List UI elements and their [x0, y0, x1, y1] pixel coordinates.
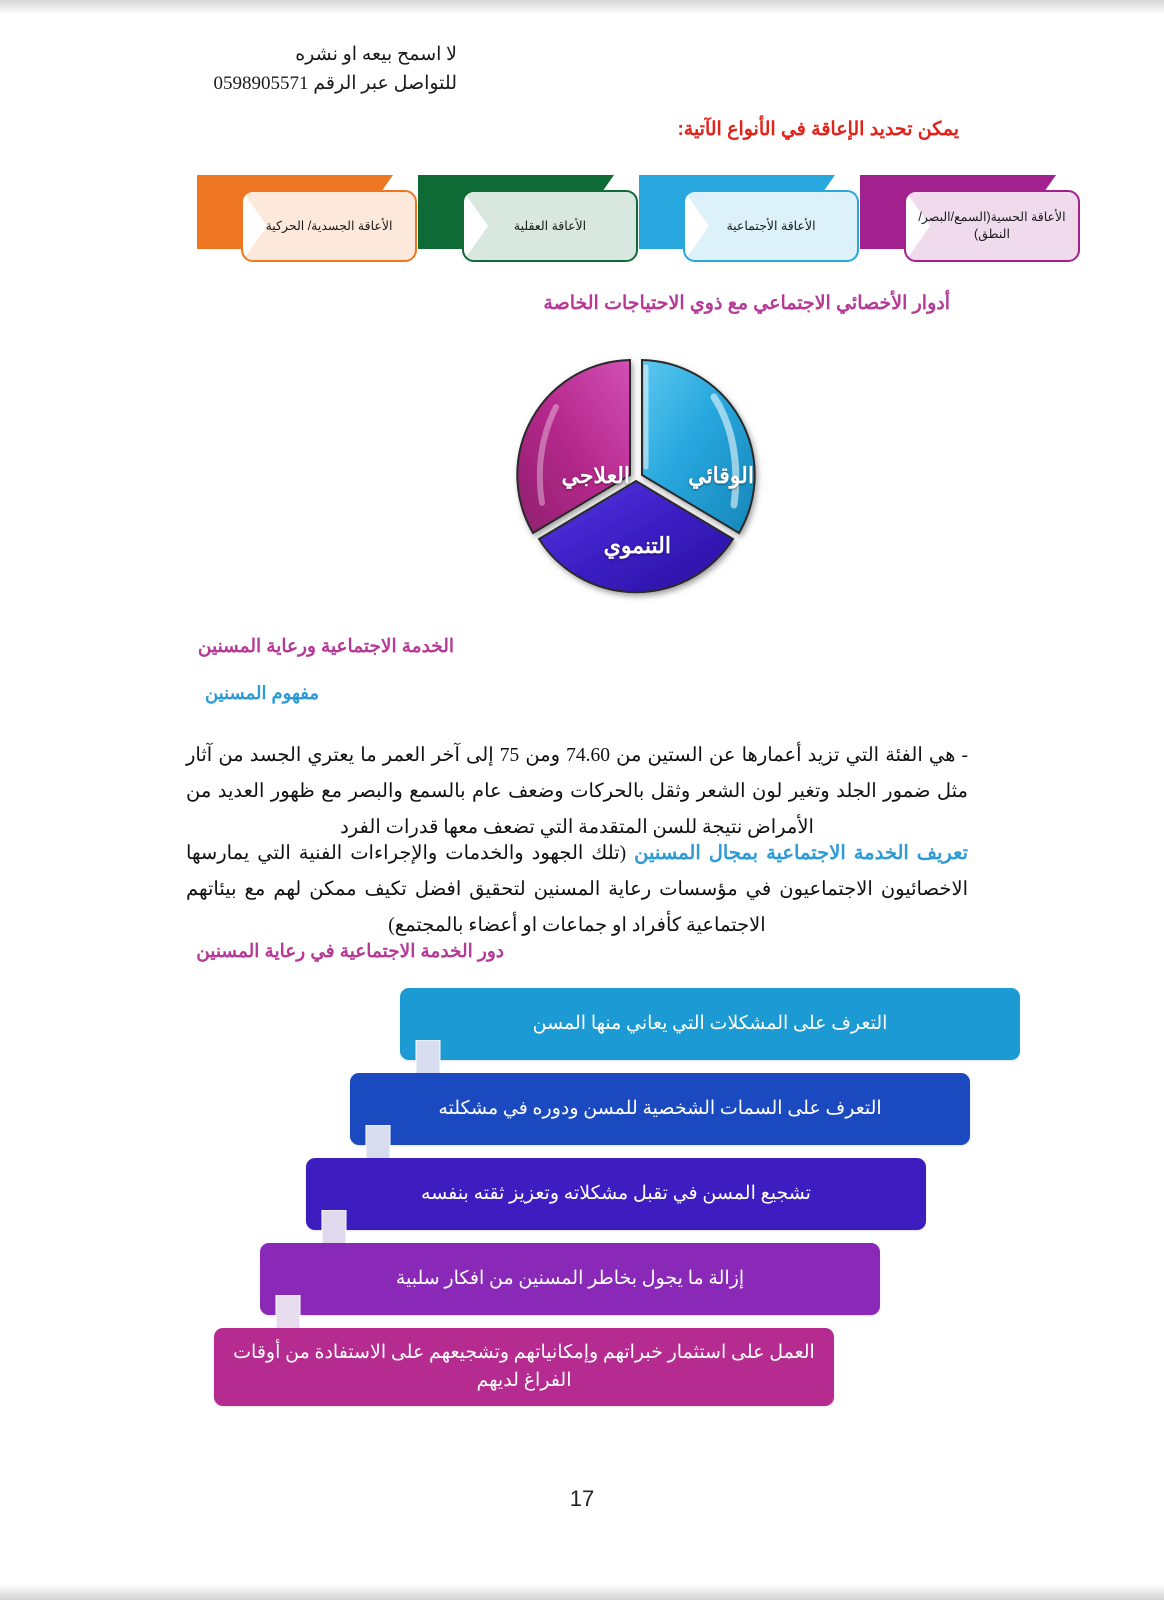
paragraph-service-definition — [186, 836, 968, 944]
watermark-note — [213, 40, 457, 99]
funnel-step-5: العمل على استثمار خبراتهم وإمكانياتهم وتشجيعهم على الاستفادة من أوقات الفراغ لديهم — [214, 1328, 834, 1406]
pie-chart — [496, 345, 776, 605]
definition-rest: (تلك الجهود والخدمات والإجراءات الفنية التي يمارسها الاخصائيون الاجتماعيون في مؤسسات رعاية المسنين لتحقيق افضل تكيف ممكن لهم مع بيئاتهم الاجتماعية كأفراد او جماعات او أعضاء بالمجتمع) — [186, 843, 968, 937]
page-number: 17 — [569, 1486, 595, 1511]
disability-banner-social — [639, 175, 859, 263]
pie-label-developmental: التنموي — [603, 533, 671, 558]
banner-card-mental — [462, 190, 638, 262]
banner-label-sensory: الأعاقة الحسية(السمع/البصر/النطق) — [918, 210, 1066, 241]
banner-card-social — [683, 190, 859, 262]
definition-lead: تعريف الخدمة الاجتماعية بمجال المسنين — [634, 843, 968, 864]
pie-label-therapeutic: العلاجي — [561, 463, 630, 488]
funnel-step-2: التعرف على السمات الشخصية للمسن ودوره في مشكلته — [350, 1073, 970, 1145]
funnel-step-1: التعرف على المشكلات التي يعاني منها المسن — [400, 988, 1020, 1060]
disability-banner-physical — [197, 175, 417, 263]
heading-role-in-elderly-care: دور الخدمة الاجتماعية في رعاية المسنين — [196, 940, 504, 961]
banner-label-social: الأعاقة الأجتماعية — [726, 218, 816, 233]
pie-label-preventive: الوقائي — [688, 463, 754, 488]
banner-label-mental: الأعاقة العقلية — [513, 218, 587, 233]
funnel-steps-chart — [0, 980, 1164, 1400]
disability-banner-sensory — [860, 175, 1080, 263]
pie-chart-svg — [496, 345, 776, 605]
funnel-step-4: إزالة ما يجول بخاطر المسنين من افكار سلبية — [260, 1243, 880, 1315]
paragraph-elderly-definition: - هي الفئة التي تزيد أعمارها عن الستين من 74.60 ومن 75 إلى آخر العمر ما يعتري الجسد من آثار مثل ضمور الجلد وتغير لون الشعر وثقل بالحركات وضعف عام بالسمع والبصر مع ظهور العديد من الأمراض نتيجة للسن المتقدمة التي تضعف معها قدرات الفرد — [186, 745, 968, 839]
funnel-step-3: تشجيع المسن في تقبل مشكلاته وتعزيز ثقته بنفسه — [306, 1158, 926, 1230]
heading-concept-elderly: مفهوم المسنين — [204, 683, 319, 703]
disability-banner-row — [80, 175, 1080, 270]
disability-banner-mental — [418, 175, 638, 263]
banner-label-physical: الأعاقة الجسدية/ الحركية — [265, 218, 393, 233]
banner-card-sensory — [904, 190, 1080, 262]
heading-social-service-elderly: الخدمة الاجتماعية ورعاية المسنين — [197, 635, 454, 656]
watermark-line-2: للتواصل عبر الرقم 0598905571 — [213, 73, 457, 95]
banner-card-physical — [241, 190, 417, 262]
heading-disability-types: يمكن تحديد الإعاقة في الأنواع الآتية: — [677, 119, 959, 140]
heading-social-worker-roles: أدوار الأخصائي الاجتماعي مع ذوي الاحتياجات الخاصة — [543, 293, 950, 314]
watermark-line-1: لا اسمح بيعه او نشره — [295, 44, 457, 65]
